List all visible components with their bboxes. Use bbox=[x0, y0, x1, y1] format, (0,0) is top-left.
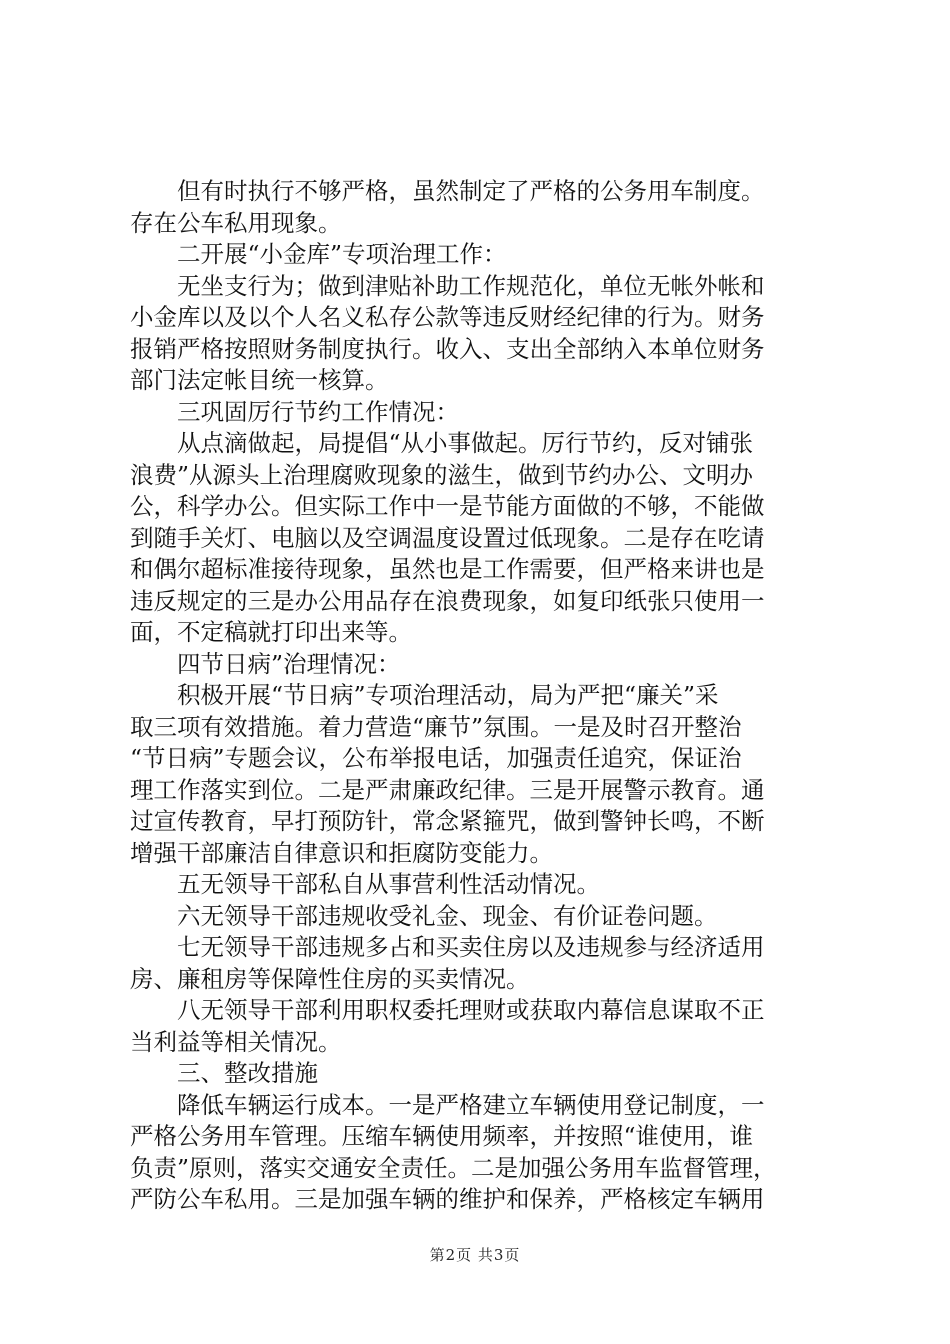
paragraph-line: 严防公车私用。三是加强车辆的维护和保养，严格核定车辆用 bbox=[130, 1185, 765, 1213]
paragraph-line: “节日病”专题会议，公布举报电话，加强责任追究，保证治 bbox=[130, 744, 742, 772]
paragraph-line: 严格公务用车管理。压缩车辆使用频率，并按照“谁使用，谁 bbox=[130, 1122, 754, 1150]
paragraph-line: 面，不定稿就打印出来等。 bbox=[130, 618, 412, 646]
paragraph-line: 七无领导干部违规多占和买卖住房以及违规参与经济适用 bbox=[177, 933, 765, 961]
paragraph-line: 降低车辆运行成本。一是严格建立车辆使用登记制度，一 bbox=[177, 1090, 765, 1119]
paragraph-line: 五无领导干部私自从事营利性活动情况。 bbox=[177, 870, 600, 898]
paragraph-line: 浪费”从源头上治理腐败现象的滋生，做到节约办公、文明办 bbox=[130, 460, 754, 489]
paragraph-line: 部门法定帐目统一核算。 bbox=[130, 366, 389, 394]
paragraph-line: 六无领导干部违规收受礼金、现金、有价证卷问题。 bbox=[177, 901, 718, 930]
paragraph-line: 小金库以及以个人名义私存公款等违反财经纪律的行为。财务 bbox=[130, 303, 765, 331]
paragraph-line: 公，科学办公。但实际工作中一是节能方面做的不够，不能做 bbox=[130, 492, 765, 520]
page-number-footer: 第2页 共3页 bbox=[429, 1246, 521, 1264]
paragraph-line: 八无领导干部利用职权委托理财或获取内幕信息谋取不正 bbox=[177, 996, 765, 1024]
paragraph-line: 到随手关灯、电脑以及空调温度设置过低现象。二是存在吃请 bbox=[130, 523, 765, 552]
paragraph-line: 但有时执行不够严格，虽然制定了严格的公务用车制度。 bbox=[177, 177, 765, 205]
paragraph-line: 和偶尔超标准接待现象，虽然也是工作需要，但严格来讲也是 bbox=[130, 555, 765, 583]
paragraph-line: 理工作落实到位。二是严肃廉政纪律。三是开展警示教育。通 bbox=[130, 775, 765, 804]
paragraph-line: 无坐支行为；做到津贴补助工作规范化，单位无帐外帐和 bbox=[177, 271, 765, 300]
paragraph-line: 当利益等相关情况。 bbox=[130, 1027, 342, 1056]
paragraph-line: 取三项有效措施。着力营造“廉节”氛围。一是及时召开整治 bbox=[130, 712, 742, 741]
paragraph-line: 违反规定的三是办公用品存在浪费现象，如复印纸张只使用一 bbox=[130, 586, 765, 615]
section-heading: 二开展“小金库”专项治理工作： bbox=[177, 240, 507, 268]
section-heading: 三、整改措施 bbox=[177, 1059, 318, 1087]
paragraph-line: 从点滴做起，局提倡“从小事做起。厉行节约，反对铺张 bbox=[177, 429, 754, 457]
paragraph-line: 房、廉租房等保障性住房的买卖情况。 bbox=[130, 964, 530, 993]
document-body bbox=[130, 176, 830, 1216]
paragraph-line: 报销严格按照财务制度执行。收入、支出全部纳入本单位财务 bbox=[130, 334, 765, 363]
section-heading: 四节日病”治理情况： bbox=[177, 649, 401, 678]
paragraph-line: 过宣传教育，早打预防针，常念紧箍咒，做到警钟长鸣，不断 bbox=[130, 807, 765, 835]
paragraph-line: 积极开展“节日病”专项治理活动，局为严把“廉关”采 bbox=[177, 681, 719, 709]
paragraph-line: 增强干部廉洁自律意识和拒腐防变能力。 bbox=[130, 838, 553, 867]
section-heading: 三巩固厉行节约工作情况： bbox=[177, 397, 459, 426]
paragraph-line: 存在公车私用现象。 bbox=[130, 208, 342, 237]
paragraph-line: 负责”原则，落实交通安全责任。二是加强公务用车监督管理， bbox=[130, 1153, 777, 1182]
